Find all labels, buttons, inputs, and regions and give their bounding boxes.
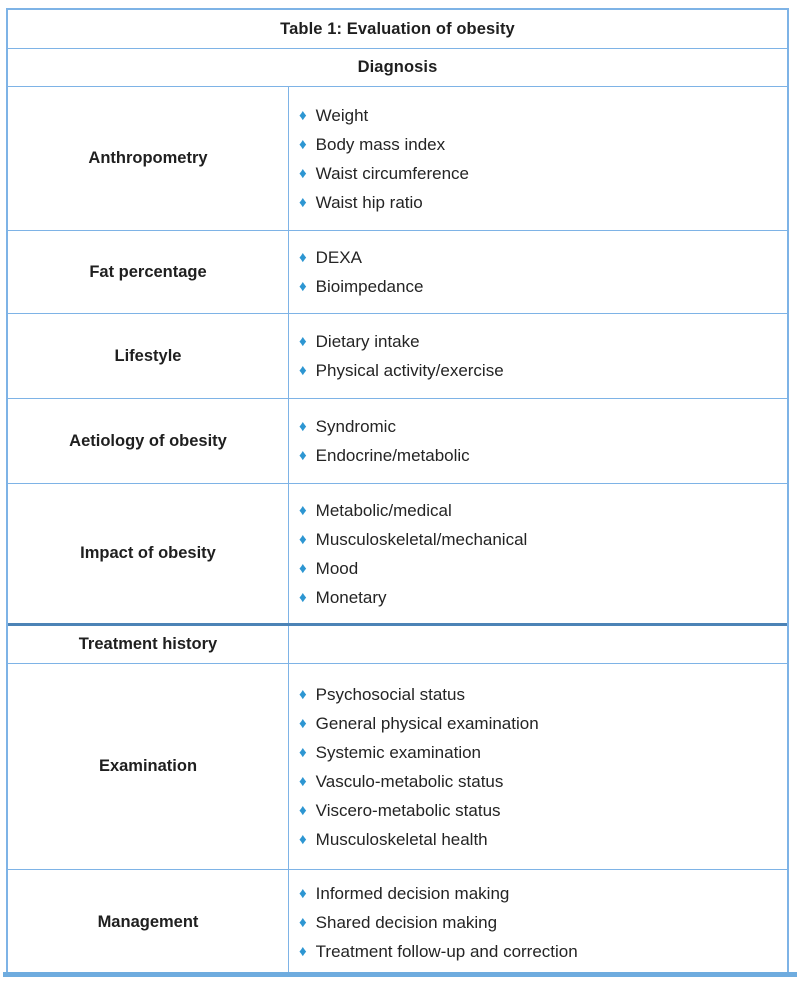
- items-cell: [289, 399, 787, 483]
- diamond-icon: ♦: [299, 193, 307, 211]
- diamond-icon: ♦: [299, 249, 307, 266]
- list-item-label: Metabolic/medical: [315, 500, 452, 520]
- diamond-icon: ♦: [299, 164, 307, 182]
- list-item: [298, 680, 777, 709]
- list-item: [298, 908, 777, 937]
- diamond-icon: ♦: [299, 106, 307, 124]
- diamond-icon: ♦: [299, 743, 307, 761]
- table-body: [8, 86, 787, 974]
- list-item-label: Informed decision making: [315, 883, 510, 903]
- diamond-icon: ♦: [299, 447, 307, 464]
- items-cell: [289, 314, 787, 398]
- diamond-icon: ♦: [299, 333, 307, 350]
- list-item-label: Physical activity/exercise: [315, 361, 504, 380]
- category-cell: Treatment history: [8, 626, 289, 663]
- diamond-icon: ♦: [299, 588, 307, 606]
- category-cell: Aetiology of obesity: [8, 399, 289, 483]
- table-row: [8, 398, 787, 483]
- list-item-label: Vasculo-metabolic status: [315, 771, 504, 791]
- list-item-label: Syndromic: [315, 417, 396, 436]
- list-item-label: Monetary: [315, 587, 387, 607]
- table-row: [8, 313, 787, 398]
- category-cell: Fat percentage: [8, 231, 289, 313]
- diamond-icon: ♦: [299, 362, 307, 379]
- list-item: [298, 159, 777, 188]
- list-item: [298, 525, 777, 554]
- items-cell: [289, 231, 787, 313]
- diamond-icon: ♦: [299, 530, 307, 548]
- table-row: [8, 86, 787, 230]
- list-item: [298, 243, 777, 272]
- list-item: [298, 879, 777, 908]
- list-item-label: General physical examination: [315, 713, 539, 733]
- list-item-label: Body mass index: [315, 134, 446, 154]
- table-row: [8, 623, 787, 663]
- diamond-icon: ♦: [299, 501, 307, 519]
- category-cell: Management: [8, 870, 289, 974]
- diamond-icon: ♦: [299, 913, 307, 931]
- diamond-icon: ♦: [299, 884, 307, 902]
- table-row: [8, 869, 787, 974]
- list-item-label: Shared decision making: [315, 912, 498, 932]
- list-item-label: Endocrine/metabolic: [315, 446, 470, 465]
- diamond-icon: ♦: [299, 714, 307, 732]
- list-item-label: Bioimpedance: [315, 277, 424, 296]
- diamond-icon: ♦: [299, 801, 307, 819]
- list-item-label: Treatment follow-up and correction: [315, 941, 578, 961]
- list-item: [298, 272, 777, 301]
- list-item-label: Mood: [315, 558, 359, 578]
- list-item-label: Weight: [315, 105, 369, 125]
- list-item: [298, 738, 777, 767]
- list-item-label: Musculoskeletal health: [315, 829, 488, 849]
- list-item-label: Systemic examination: [315, 742, 481, 762]
- table-row: [8, 230, 787, 313]
- category-cell: Impact of obesity: [8, 484, 289, 623]
- list-item-label: DEXA: [315, 248, 362, 267]
- list-item: [298, 554, 777, 583]
- list-item: [298, 709, 777, 738]
- items-cell: [289, 870, 787, 974]
- diamond-icon: ♦: [299, 418, 307, 435]
- bottom-accent-bar: [3, 972, 797, 977]
- list-item-label: Viscero-metabolic status: [315, 800, 501, 820]
- list-item: [298, 796, 777, 825]
- table-row: [8, 483, 787, 623]
- list-item: [298, 583, 777, 612]
- list-item: [298, 441, 777, 470]
- list-item-label: Waist circumference: [315, 163, 470, 183]
- diamond-icon: ♦: [299, 559, 307, 577]
- diamond-icon: ♦: [299, 278, 307, 295]
- list-item: [298, 496, 777, 525]
- diamond-icon: ♦: [299, 772, 307, 790]
- list-item-label: Musculoskeletal/mechanical: [315, 529, 528, 549]
- list-item-label: Psychosocial status: [315, 684, 465, 704]
- category-cell: Examination: [8, 664, 289, 869]
- list-item: [298, 767, 777, 796]
- list-item: [298, 101, 777, 130]
- category-cell: Anthropometry: [8, 87, 289, 230]
- list-item: [298, 130, 777, 159]
- list-item: [298, 412, 777, 441]
- items-cell: [289, 484, 787, 623]
- list-item: [298, 937, 777, 966]
- list-item: [298, 188, 777, 217]
- table-row: [8, 663, 787, 869]
- diamond-icon: ♦: [299, 830, 307, 848]
- list-item: [298, 356, 777, 385]
- list-item-label: Waist hip ratio: [315, 192, 423, 212]
- list-item: [298, 825, 777, 854]
- diamond-icon: ♦: [299, 135, 307, 153]
- evaluation-of-obesity-table: [6, 8, 789, 974]
- diamond-icon: ♦: [299, 942, 307, 960]
- list-item-label: Dietary intake: [315, 332, 420, 351]
- diagnosis-section-header: Diagnosis: [8, 48, 787, 86]
- items-cell: [289, 626, 787, 663]
- table-title: Table 1: Evaluation of obesity: [280, 19, 515, 38]
- category-cell: Lifestyle: [8, 314, 289, 398]
- list-item: [298, 327, 777, 356]
- diamond-icon: ♦: [299, 685, 307, 703]
- items-cell: [289, 664, 787, 869]
- items-cell: [289, 87, 787, 230]
